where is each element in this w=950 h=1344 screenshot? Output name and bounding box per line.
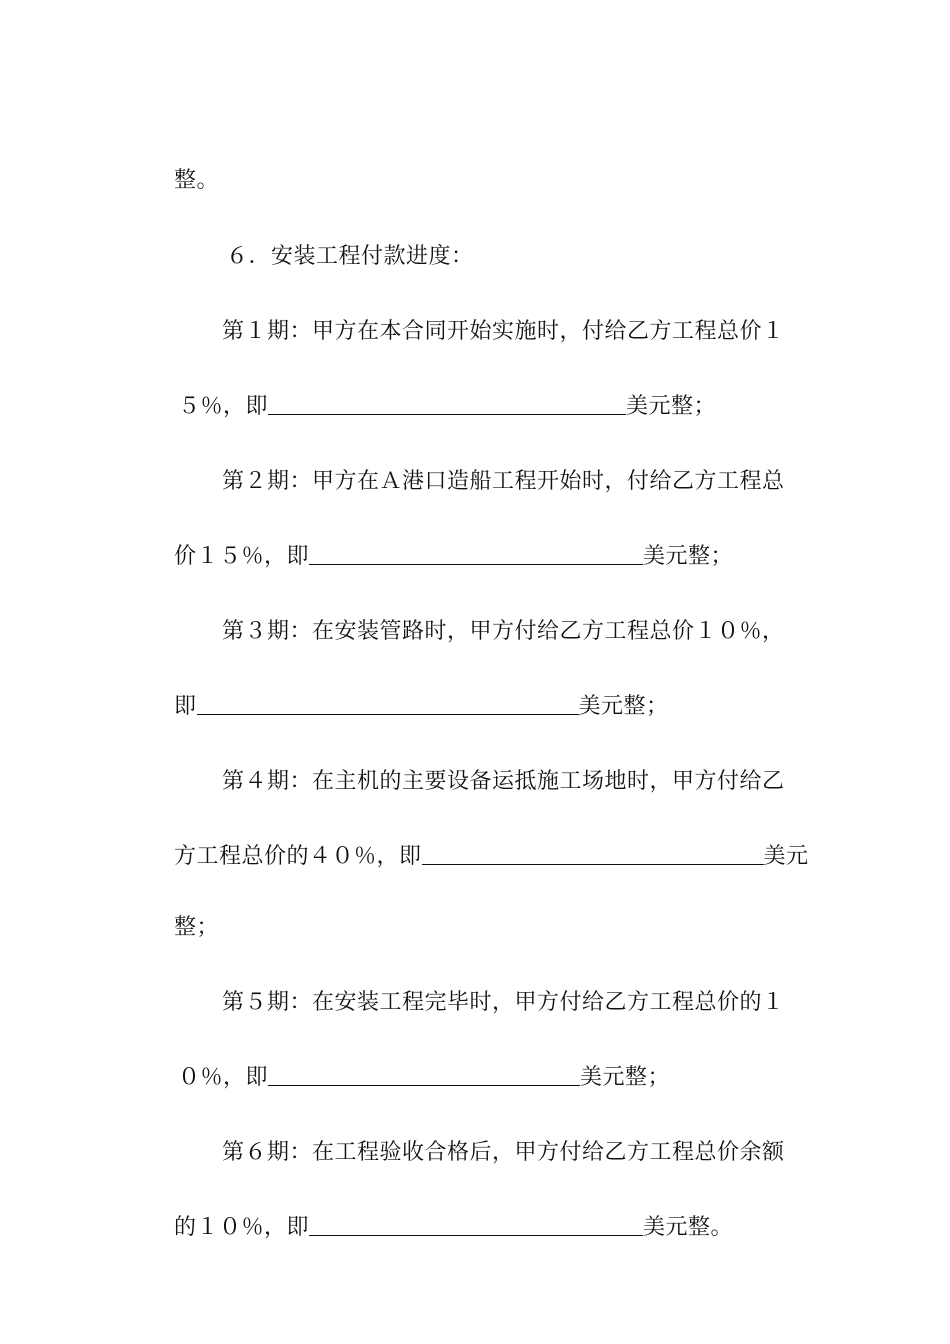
text-segment: 整；: [173, 915, 219, 940]
amount-blank: [197, 692, 579, 715]
text-segment: 美元整。: [643, 1215, 734, 1240]
text-segment: 的１０％，即: [173, 1215, 309, 1240]
text-segment: 整。: [173, 168, 219, 193]
amount-blank: [309, 1213, 643, 1236]
text-segment: 第４期：在主机的主要设备运抵施工场地时，甲方付给乙: [221, 769, 785, 794]
text-line: [144, 1183, 733, 1273]
text-segment: 即: [173, 694, 197, 719]
text-segment: 第５期：在安装工程完毕时，甲方付给乙方工程总价的１: [221, 990, 785, 1015]
text-segment: 美元整；: [643, 544, 734, 569]
amount-blank: [268, 1063, 580, 1086]
amount-blank: [309, 542, 643, 565]
text-segment: 美元整；: [626, 394, 717, 419]
text-segment: 美元整；: [578, 694, 669, 719]
text-segment: ０％，即: [177, 1065, 268, 1090]
amount-blank: [268, 392, 626, 415]
text-line: [144, 812, 809, 902]
text-segment: 第６期：在工程验收合格后，甲方付给乙方工程总价余额: [221, 1140, 785, 1165]
text-segment: 第３期：在安装管路时，甲方付给乙方工程总价１０％，: [221, 619, 785, 644]
text-segment: 第１期：甲方在本合同开始实施时，付给乙方工程总价１: [221, 319, 785, 344]
text-segment: 价１５％，即: [173, 544, 309, 569]
text-segment: ６．安装工程付款进度：: [225, 244, 474, 269]
amount-blank: [422, 842, 764, 865]
text-segment: 方工程总价的４０％，即: [173, 844, 422, 869]
text-segment: 美元整；: [580, 1065, 671, 1090]
text-segment: 第２期：甲方在Ａ港口造船工程开始时，付给乙方工程总: [221, 469, 785, 494]
text-segment: 美元: [763, 844, 809, 869]
text-segment: ５％，即: [177, 394, 268, 419]
